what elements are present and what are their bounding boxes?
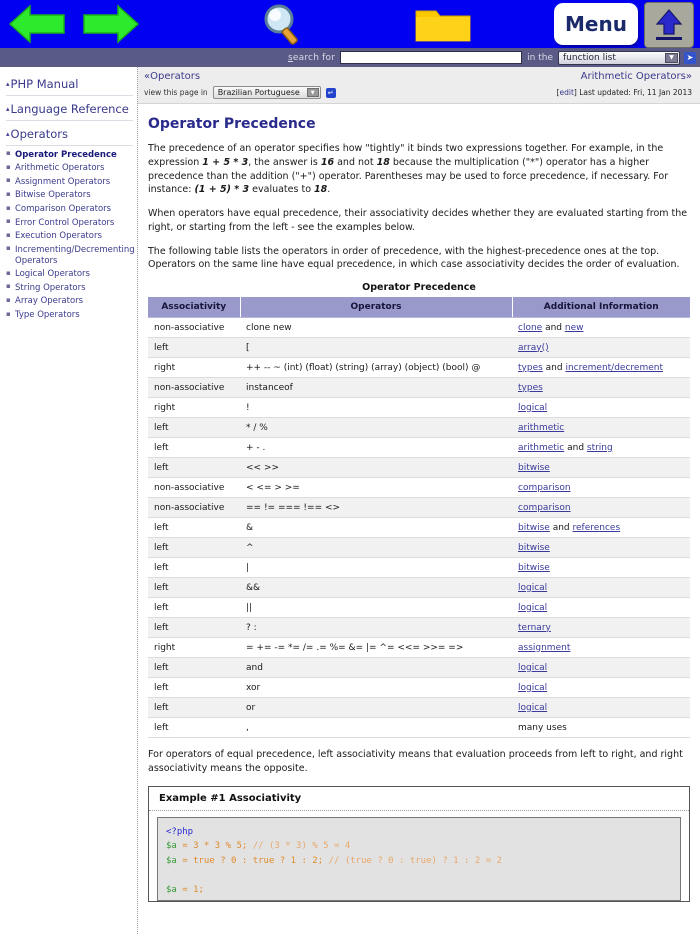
cell-additional-information xyxy=(512,678,690,698)
info-text: and xyxy=(549,522,573,533)
language-row xyxy=(144,86,692,99)
sidebar-item-incrementing-decrementing-operators[interactable] xyxy=(6,243,133,267)
cell-additional-information xyxy=(512,638,690,658)
code-line xyxy=(166,825,672,840)
operator-precedence-table xyxy=(148,297,690,738)
sidebar-heading-operators[interactable] xyxy=(6,123,133,146)
language-select[interactable] xyxy=(213,86,321,99)
info-link[interactable]: bitwise xyxy=(518,462,550,473)
info-link[interactable]: logical xyxy=(518,702,548,713)
cell-additional-information xyxy=(512,618,690,638)
article-body xyxy=(138,104,700,902)
th-additional-information: Additional Information xyxy=(512,297,690,318)
sidebar-item-string-operators[interactable] xyxy=(6,281,133,295)
cell-additional-information xyxy=(512,418,690,438)
table-row xyxy=(148,458,690,478)
cell-associativity: non-associative xyxy=(148,378,240,398)
info-link[interactable]: types xyxy=(518,362,543,373)
info-link[interactable]: logical xyxy=(518,582,548,593)
table-row xyxy=(148,358,690,378)
info-link[interactable]: comparison xyxy=(518,502,571,513)
table-row xyxy=(148,558,690,578)
code-token: $a xyxy=(166,884,177,895)
cell-additional-information xyxy=(512,498,690,518)
table-row xyxy=(148,518,690,538)
table-row xyxy=(148,338,690,358)
cell-operators: xor xyxy=(240,678,512,698)
info-text: and xyxy=(564,442,587,453)
code-line xyxy=(166,883,672,898)
sidebar-item-label: Logical Operators xyxy=(15,269,90,280)
sidebar-item-logical-operators[interactable] xyxy=(6,268,133,282)
table-row xyxy=(148,498,690,518)
cell-operators: , xyxy=(240,718,512,738)
code-token: // (true ? 0 : true) ? 1 : 2 = 2 xyxy=(328,855,502,866)
info-link[interactable]: logical xyxy=(518,682,548,693)
info-link[interactable]: bitwise xyxy=(518,562,550,573)
last-updated-text: Last updated: Fri, 11 Jan 2013 xyxy=(579,88,692,97)
table-row xyxy=(148,618,690,638)
closing-paragraph: For operators of equal precedence, left associativity means that evaluation proceeds from left to right, and right associativity means the opposite. xyxy=(148,749,683,774)
search-label-rest: earch for xyxy=(292,52,336,63)
menu-button[interactable]: Menu xyxy=(554,3,638,45)
upload-button[interactable] xyxy=(644,2,694,48)
info-text: many uses xyxy=(518,722,567,733)
info-link[interactable]: assignment xyxy=(518,642,571,653)
info-link[interactable]: arithmetic xyxy=(518,422,565,433)
search-icon[interactable] xyxy=(258,2,306,46)
folder-icon[interactable] xyxy=(414,3,472,45)
navigation-arrows xyxy=(0,3,140,45)
sidebar-heading-php-manual[interactable] xyxy=(6,73,133,96)
cell-additional-information xyxy=(512,318,690,338)
breadcrumb-next-link[interactable]: Arithmetic Operators» xyxy=(580,71,692,82)
sidebar-item-comparison-operators[interactable] xyxy=(6,203,133,217)
info-link[interactable]: logical xyxy=(518,662,548,673)
table-row xyxy=(148,698,690,718)
cell-additional-information xyxy=(512,478,690,498)
cell-additional-information xyxy=(512,458,690,478)
emphasis: 18 xyxy=(376,156,390,168)
sidebar-item-error-control-operators[interactable] xyxy=(6,216,133,230)
cell-associativity: left xyxy=(148,598,240,618)
cell-operators: = += -= *= /= .= %= &= |= ^= <<= >>= => xyxy=(240,638,512,658)
sidebar-item-label: Incrementing/Decrementing Operators xyxy=(15,244,135,266)
cell-operators: < <= > >= xyxy=(240,478,512,498)
cell-operators: ^ xyxy=(240,538,512,558)
forward-arrow-icon[interactable] xyxy=(82,3,140,45)
back-arrow-icon[interactable] xyxy=(8,3,66,45)
cell-operators: << >> xyxy=(240,458,512,478)
cell-associativity: non-associative xyxy=(148,498,240,518)
sidebar-item-bitwise-operators[interactable] xyxy=(6,189,133,203)
intro-paragraph-1: The precedence of an operator specifies how "tightly" it binds two expressions together. For example, in the expression 1 + 5 * 3, the answer is 16 and not 18 because the multiplication ("*") operator has a higher precedence than the addition ("+") operator. Parentheses may be used to force precedence, if necessary. For instance: (1 + 5) * 3 evaluates to 18. xyxy=(148,143,669,196)
table-row xyxy=(148,578,690,598)
search-scope-select[interactable] xyxy=(558,51,680,65)
table-row xyxy=(148,398,690,418)
cell-operators: ! xyxy=(240,398,512,418)
sidebar-heading-label: Operators xyxy=(10,127,68,141)
caret-up-icon: ▴ xyxy=(6,105,10,113)
cell-additional-information xyxy=(512,538,690,558)
table-row xyxy=(148,538,690,558)
search-toolbar xyxy=(0,48,700,67)
cell-additional-information xyxy=(512,338,690,358)
sidebar-item-label: Assignment Operators xyxy=(15,176,111,187)
search-go-button[interactable]: ➤ xyxy=(684,52,696,64)
sidebar-item-label: Arithmetic Operators xyxy=(15,163,105,174)
sidebar-item-array-operators[interactable] xyxy=(6,295,133,309)
cell-additional-information xyxy=(512,558,690,578)
cell-additional-information xyxy=(512,358,690,378)
cell-associativity: right xyxy=(148,358,240,378)
code-token: $a xyxy=(166,855,177,866)
info-link[interactable]: bitwise xyxy=(518,522,550,533)
table-row xyxy=(148,658,690,678)
table-row xyxy=(148,638,690,658)
table-row xyxy=(148,718,690,738)
edit-bracket-close: ] xyxy=(573,88,577,97)
cell-operators: and xyxy=(240,658,512,678)
cell-associativity: non-associative xyxy=(148,318,240,338)
chevron-down-icon: ▼ xyxy=(307,88,319,97)
th-operators: Operators xyxy=(240,297,512,318)
sidebar-heading-label: Language Reference xyxy=(10,102,129,116)
table-row xyxy=(148,418,690,438)
caret-up-icon: ▴ xyxy=(6,130,10,138)
cell-additional-information xyxy=(512,398,690,418)
intro-paragraph-3: The following table lists the operators in order of precedence, with the highest-precedence ones at the top. Operators on the same line have equal precedence, in which case associativity decides the order of evaluation. xyxy=(148,245,680,271)
search-scope-value: function list xyxy=(563,52,616,63)
emphasis: 1 + 5 * 3 xyxy=(202,156,249,168)
cell-associativity: left xyxy=(148,438,240,458)
example-box xyxy=(148,786,690,902)
cell-associativity: left xyxy=(148,558,240,578)
code-token: <?php xyxy=(166,826,194,837)
cell-operators: + - . xyxy=(240,438,512,458)
search-label-accesskey: s xyxy=(288,52,293,63)
sidebar-item-label: Comparison Operators xyxy=(15,204,112,214)
search-in-label: in the xyxy=(527,52,553,63)
sidebar-item-label: Operator Precedence xyxy=(15,149,117,160)
page-body xyxy=(0,67,700,934)
cell-associativity: left xyxy=(148,578,240,598)
code-token: = true ? 0 : true ? 1 : 2; xyxy=(176,855,329,866)
cell-additional-information xyxy=(512,598,690,618)
breadcrumb xyxy=(144,71,692,86)
cell-operators: == != === !== <> xyxy=(240,498,512,518)
emphasis: (1 + 5) * 3 xyxy=(194,184,250,196)
sidebar-item-operator-precedence[interactable] xyxy=(6,148,133,162)
code-token: = 1; xyxy=(176,884,204,895)
search-input[interactable] xyxy=(340,51,522,64)
sidebar-item-label: Type Operators xyxy=(15,310,80,320)
page-meta xyxy=(557,88,692,97)
sidebar xyxy=(0,67,138,934)
info-link[interactable]: logical xyxy=(518,402,548,413)
cell-operators: instanceof xyxy=(240,378,512,398)
cell-operators: && xyxy=(240,578,512,598)
breadcrumb-bar xyxy=(138,67,700,104)
upload-arrow-icon xyxy=(652,6,686,44)
cell-operators: ++ -- ~ (int) (float) (string) (array) (object) (bool) @ xyxy=(240,358,512,378)
sidebar-item-label: String Operators xyxy=(15,282,86,293)
browser-toolbar xyxy=(0,0,700,48)
cell-additional-information xyxy=(512,438,690,458)
chevron-down-icon: ▼ xyxy=(665,53,678,63)
code-line xyxy=(166,854,672,869)
language-selector-group xyxy=(144,86,336,99)
cell-associativity: left xyxy=(148,718,240,738)
cell-additional-information xyxy=(512,718,690,738)
cell-associativity: left xyxy=(148,518,240,538)
cell-associativity: left xyxy=(148,458,240,478)
info-link[interactable]: ternary xyxy=(518,622,551,633)
cell-operators: & xyxy=(240,518,512,538)
sidebar-nav-list xyxy=(6,148,133,322)
cell-operators: or xyxy=(240,698,512,718)
info-link[interactable]: array() xyxy=(518,342,549,353)
view-page-in-label: view this page in xyxy=(144,88,208,97)
info-link[interactable]: string xyxy=(586,442,613,453)
code-token: = 3 * 3 % 5; xyxy=(176,841,253,852)
code-block xyxy=(157,817,681,901)
breadcrumb-prev-link[interactable]: «Operators xyxy=(144,71,201,82)
sidebar-item-arithmetic-operators[interactable] xyxy=(6,162,133,176)
intro-paragraph-2: When operators have equal precedence, their associativity decides whether they are evaluated starting from the right, or starting from the left - see the examples below. xyxy=(148,208,688,233)
cell-associativity: left xyxy=(148,698,240,718)
cell-associativity: non-associative xyxy=(148,478,240,498)
caret-up-icon: ▴ xyxy=(6,80,10,88)
code-token: $a xyxy=(166,841,177,852)
cell-associativity: right xyxy=(148,398,240,418)
sidebar-item-type-operators[interactable] xyxy=(6,309,133,323)
cell-additional-information xyxy=(512,578,690,598)
cell-associativity: left xyxy=(148,418,240,438)
emphasis: 16 xyxy=(320,156,335,168)
example-title: Example #1 Associativity xyxy=(149,787,689,811)
cell-associativity: left xyxy=(148,618,240,638)
sidebar-item-assignment-operators[interactable] xyxy=(6,175,133,189)
table-header-row xyxy=(148,297,690,318)
cell-operators: * / % xyxy=(240,418,512,438)
code-line xyxy=(166,868,672,883)
info-text: and xyxy=(542,362,566,373)
info-link[interactable]: clone xyxy=(518,322,543,333)
search-label xyxy=(288,53,335,63)
cell-operators: clone new xyxy=(240,318,512,338)
edit-link[interactable]: edit xyxy=(559,88,574,97)
info-link[interactable]: references xyxy=(572,522,621,533)
sidebar-item-label: Bitwise Operators xyxy=(15,190,91,201)
info-link[interactable]: comparison xyxy=(518,482,571,493)
sidebar-item-label: Array Operators xyxy=(15,296,84,307)
info-link[interactable]: logical xyxy=(518,602,548,613)
cell-operators: [ xyxy=(240,338,512,358)
table-row xyxy=(148,678,690,698)
cell-additional-information xyxy=(512,518,690,538)
sidebar-heading-label: PHP Manual xyxy=(10,77,79,91)
info-link[interactable]: bitwise xyxy=(518,542,550,553)
cell-associativity: left xyxy=(148,678,240,698)
cell-additional-information xyxy=(512,698,690,718)
code-token: // (3 * 3) % 5 = 4 xyxy=(252,841,351,852)
language-select-value: Brazilian Portuguese xyxy=(217,88,300,97)
language-go-button[interactable]: ↵ xyxy=(326,88,336,98)
info-text: and xyxy=(542,322,565,333)
table-body xyxy=(148,318,690,738)
info-link[interactable]: types xyxy=(518,382,543,393)
table-row xyxy=(148,478,690,498)
sidebar-item-label: Error Control Operators xyxy=(15,217,115,228)
content-area xyxy=(138,67,700,934)
cell-additional-information xyxy=(512,658,690,678)
cell-operators: | xyxy=(240,558,512,578)
info-link[interactable]: arithmetic xyxy=(518,442,565,453)
table-row xyxy=(148,378,690,398)
sidebar-item-execution-operators[interactable] xyxy=(6,230,133,244)
cell-operators: ? : xyxy=(240,618,512,638)
table-caption: Operator Precedence xyxy=(362,282,476,294)
th-associativity: Associativity xyxy=(148,297,240,318)
page-title: Operator Precedence xyxy=(148,116,316,132)
info-link[interactable]: new xyxy=(564,322,584,333)
cell-operators: || xyxy=(240,598,512,618)
sidebar-item-label: Execution Operators xyxy=(15,231,102,242)
cell-associativity: right xyxy=(148,638,240,658)
table-row xyxy=(148,598,690,618)
cell-associativity: left xyxy=(148,538,240,558)
sidebar-heading-language-reference[interactable] xyxy=(6,98,133,121)
table-row xyxy=(148,318,690,338)
cell-associativity: left xyxy=(148,658,240,678)
cell-associativity: left xyxy=(148,338,240,358)
table-row xyxy=(148,438,690,458)
cell-additional-information xyxy=(512,378,690,398)
emphasis: 18 xyxy=(314,184,328,196)
info-link[interactable]: increment/decrement xyxy=(565,362,663,373)
code-line xyxy=(166,839,672,854)
edit-bracket-open: [ xyxy=(556,88,560,97)
